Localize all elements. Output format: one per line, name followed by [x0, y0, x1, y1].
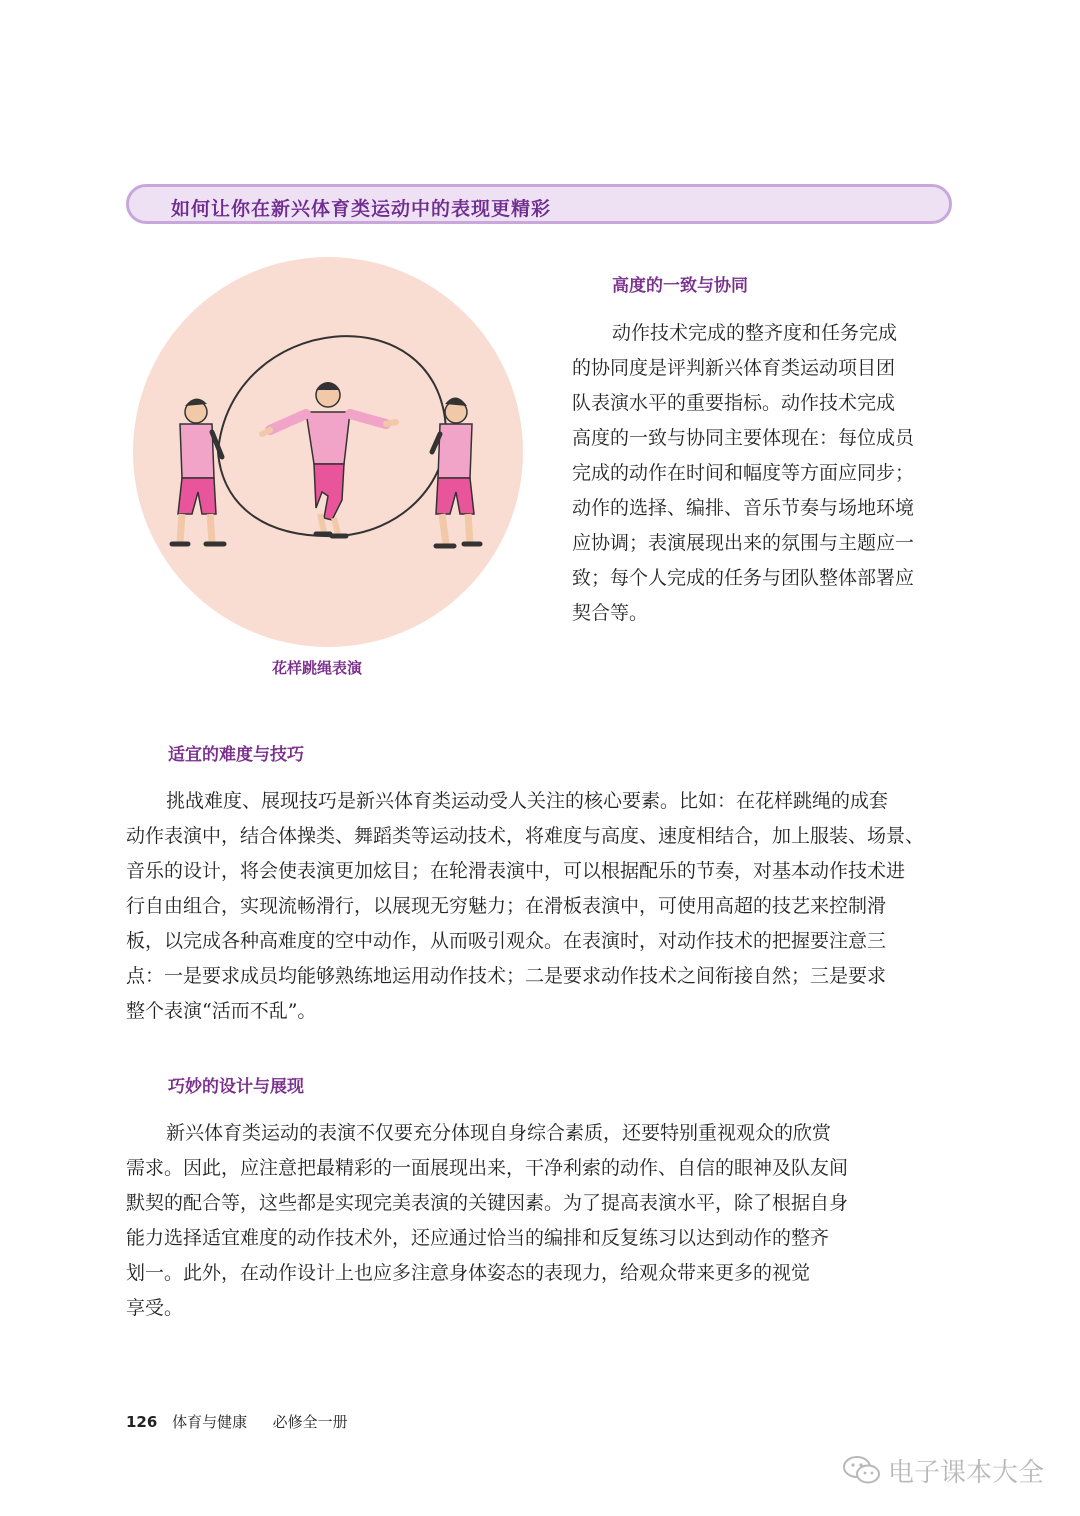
book-title: 体育与健康	[172, 1413, 248, 1431]
text-line: 的协同度是评判新兴体育类运动项目团	[572, 357, 896, 379]
text-line: 音乐的设计，将会使表演更加炫目；在轮滑表演中，可以根据配乐的节奏，对基本动作技术进	[126, 860, 906, 882]
text-line: 动作表演中，结合体操类、舞蹈类等运动技术，将难度与高度、速度相结合，加上服装、场景、	[126, 825, 925, 847]
text-line: 需求。因此，应注意把最精彩的一面展现出来，干净利索的动作、自信的眼神及队友间	[126, 1157, 849, 1179]
text-line: 享受。	[126, 1297, 184, 1319]
page-number: 126	[126, 1413, 158, 1431]
text-line: 新兴体育类运动的表演不仅要充分体现自身综合素质，还要特别重视观众的欣赏	[166, 1122, 832, 1144]
text-line: 整个表演“活而不乱”。	[126, 1000, 317, 1022]
watermark-text: 电子课本大全	[888, 1457, 1045, 1488]
text-line: 动作的选择、编排、音乐节奏与场地环境	[572, 497, 915, 519]
rope-skipping-illustration	[130, 252, 530, 652]
text-line: 默契的配合等，这些都是实现完美表演的关键因素。为了提高表演水平，除了根据自身	[126, 1192, 849, 1214]
text-line: 能力选择适宜难度的动作技术外，还应通过恰当的编排和反复练习以达到动作的整齐	[126, 1227, 830, 1249]
section-banner	[126, 184, 952, 224]
heading-difficulty: 适宜的难度与技巧	[168, 745, 304, 765]
paragraph-consistency	[572, 316, 956, 631]
paragraph-design	[126, 1116, 956, 1326]
book-volume: 必修全一册	[272, 1413, 348, 1431]
text-line: 板，以完成各种高难度的空中动作，从而吸引观众。在表演时，对动作技术的把握要注意三	[126, 930, 887, 952]
text-line: 挑战难度、展现技巧是新兴体育类运动受人关注的核心要素。比如：在花样跳绳的成套	[166, 790, 889, 812]
text-line: 队表演水平的重要指标。动作技术完成	[572, 392, 896, 414]
text-line: 致；每个人完成的任务与团队整体部署应	[572, 567, 915, 589]
text-line: 动作技术完成的整齐度和任务完成	[612, 322, 898, 344]
text-line: 划一。此外，在动作设计上也应多注意身体姿态的表现力，给观众带来更多的视觉	[126, 1262, 811, 1284]
text-line: 点：一是要求成员均能够熟练地运用动作技术；二是要求动作技术之间衔接自然；三是要求	[126, 965, 887, 987]
text-line: 应协调；表演展现出来的氛围与主题应一	[572, 532, 915, 554]
heading-consistency: 高度的一致与协同	[612, 276, 748, 296]
text-line: 行自由组合，实现流畅滑行，以展现无穷魅力；在滑板表演中，可使用高超的技艺来控制滑	[126, 895, 887, 917]
banner-title: 如何让你在新兴体育类运动中的表现更精彩	[171, 198, 552, 220]
paragraph-difficulty	[126, 784, 956, 1029]
text-line: 高度的一致与协同主要体现在：每位成员	[572, 427, 915, 449]
watermark	[842, 1452, 1044, 1488]
figure-caption: 花样跳绳表演	[272, 659, 363, 677]
text-line: 完成的动作在时间和幅度等方面应同步；	[572, 462, 915, 484]
heading-design: 巧妙的设计与展现	[168, 1077, 304, 1097]
text-line: 契合等。	[572, 602, 649, 624]
wechat-icon	[842, 1454, 882, 1486]
page-footer	[126, 1411, 348, 1432]
